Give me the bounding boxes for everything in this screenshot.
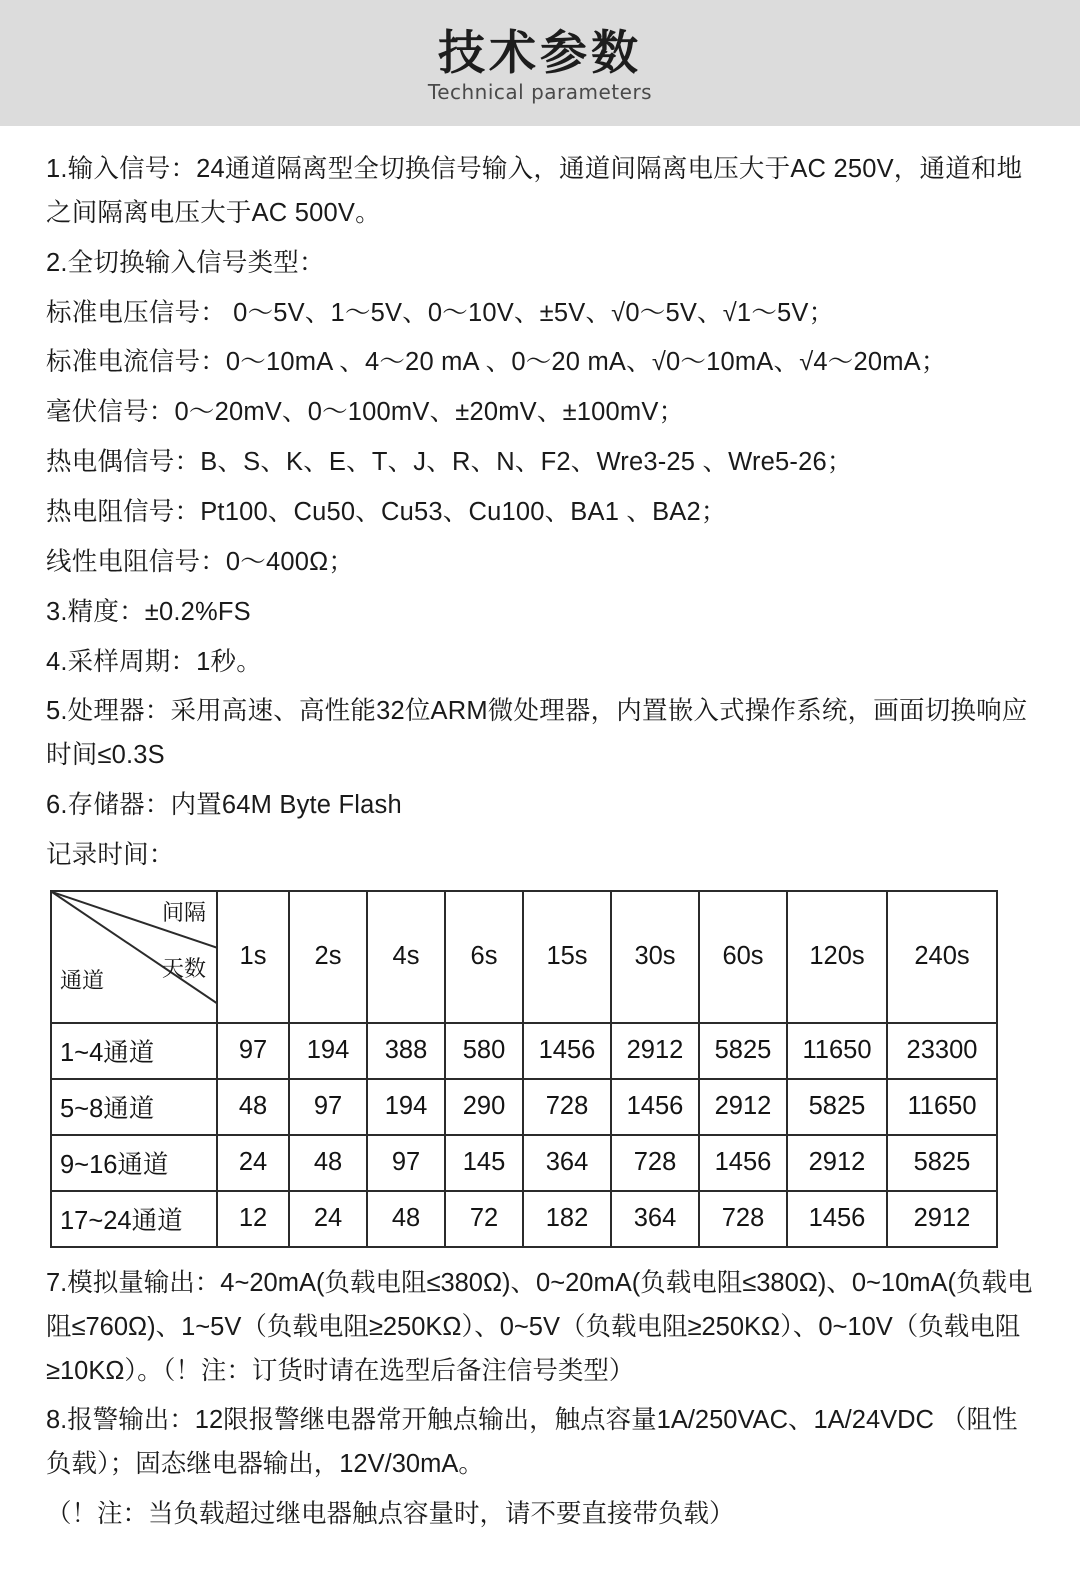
spec-line: 7.模拟量输出：4~20mA(负载电阻≤380Ω)、0~20mA(负载电阻≤380Ω)、0~10mA(负载电阻≤760Ω)、1~5V（负载电阻≥250KΩ）、0~5V（负载电阻≥250KΩ）、0~10V（负载电阻≥10KΩ）。（！注：订货时请在选型后备注信号类型） [46,1268,1033,1385]
table-cell: 364 [611,1191,699,1247]
corner-interval-label: 间隔 [161,899,206,925]
table-cell: 580 [445,1023,523,1079]
table-cell: 194 [289,1023,367,1079]
note-line: （！注：当负载超过继电器触点容量时，请不要直接带负载） [46,1500,735,1529]
table-cell: 97 [217,1023,289,1079]
page-subtitle: Technical parameters [427,79,653,104]
spec-line: 标准电压信号： 0～5V、1～5V、0～10V、±5V、√0～5V、√1～5V； [46,298,835,327]
spec-line: 8.报警输出：12限报警继电器常开触点输出，触点容量1A/250VAC、1A/24VDC （阻性负载）；固态继电器输出，12V/30mA。 [46,1406,1018,1479]
corner-days-label: 天数 [161,955,206,981]
table-column-header: 240s [887,891,997,1023]
spec-line: 线性电阻信号：0～400Ω； [46,547,355,576]
table-cell: 1456 [611,1079,699,1135]
table-cell: 48 [367,1191,445,1247]
spec-line: 4.采样周期：1秒。 [46,647,262,676]
corner-channel-label: 通道 [60,967,105,993]
table-row [51,1135,997,1191]
table-column-header: 15s [523,891,611,1023]
table-cell: 1456 [523,1023,611,1079]
table-cell: 12 [217,1191,289,1247]
spec-line: 3.精度：±0.2%FS [46,597,251,626]
record-time-table [50,890,998,1248]
table-cell: 290 [445,1079,523,1135]
spec-line: 毫伏信号：0～20mV、0～100mV、±20mV、±100mV； [46,398,685,427]
page-title: 技术参数 [438,26,642,80]
table-cell: 5825 [787,1079,887,1135]
content-area [0,126,1080,1563]
table-header-row [51,891,997,1023]
table-cell: 97 [367,1135,445,1191]
table-cell: 5825 [887,1135,997,1191]
table-cell: 194 [367,1079,445,1135]
spec-line: 6.存储器：内置64M Byte Flash [46,791,402,820]
table-column-header: 60s [699,891,787,1023]
spec-line: 5.处理器：采用高速、高性能32位ARM微处理器，内置嵌入式操作系统，画面切换响应时间≤0.3S [46,697,1028,770]
table-cell: 728 [699,1191,787,1247]
spec-line: 热电阻信号：Pt100、Cu50、Cu53、Cu100、BA1 、BA2； [46,498,727,527]
table-cell: 388 [367,1023,445,1079]
table-row [51,1023,997,1079]
table-cell: 2912 [611,1023,699,1079]
table-cell: 182 [523,1191,611,1247]
page-banner [0,0,1080,126]
table-cell: 11650 [787,1023,887,1079]
table-cell: 1456 [787,1191,887,1247]
table-row-label: 5~8通道 [51,1079,217,1135]
table-row [51,1191,997,1247]
table-cell: 728 [523,1079,611,1135]
table-row-label: 17~24通道 [51,1191,217,1247]
spec-line: 热电偶信号：B、S、K、E、T、J、R、N、F2、Wre3-25 、Wre5-26； [46,448,853,477]
table-cell: 48 [289,1135,367,1191]
table-column-header: 120s [787,891,887,1023]
table-cell: 24 [217,1135,289,1191]
spec-line: 标准电流信号：0～10mA 、4～20 mA 、0～20 mA、√0～10mA、√4～20mA； [46,348,947,377]
table-cell: 48 [217,1079,289,1135]
table-column-header: 6s [445,891,523,1023]
table-column-header: 4s [367,891,445,1023]
table-row-label: 9~16通道 [51,1135,217,1191]
spec-line: 2.全切换输入信号类型： [46,248,325,277]
record-time-table-wrap [50,890,996,1248]
table-corner-cell [51,891,217,1023]
table-cell: 23300 [887,1023,997,1079]
table-cell: 2912 [887,1191,997,1247]
table-column-header: 1s [217,891,289,1023]
table-cell: 145 [445,1135,523,1191]
table-cell: 2912 [699,1079,787,1135]
table-cell: 11650 [887,1079,997,1135]
table-cell: 5825 [699,1023,787,1079]
table-cell: 728 [611,1135,699,1191]
table-column-header: 2s [289,891,367,1023]
record-time-label: 记录时间： [46,841,175,870]
table-cell: 1456 [699,1135,787,1191]
table-cell: 97 [289,1079,367,1135]
table-row-label: 1~4通道 [51,1023,217,1079]
table-cell: 24 [289,1191,367,1247]
spec-line: 1.输入信号：24通道隔离型全切换信号输入，通道间隔离电压大于AC 250V，通道和地之间隔离电压大于AC 500V。 [46,155,1023,227]
table-cell: 72 [445,1191,523,1247]
table-cell: 2912 [787,1135,887,1191]
table-cell: 364 [523,1135,611,1191]
table-column-header: 30s [611,891,699,1023]
table-row [51,1079,997,1135]
